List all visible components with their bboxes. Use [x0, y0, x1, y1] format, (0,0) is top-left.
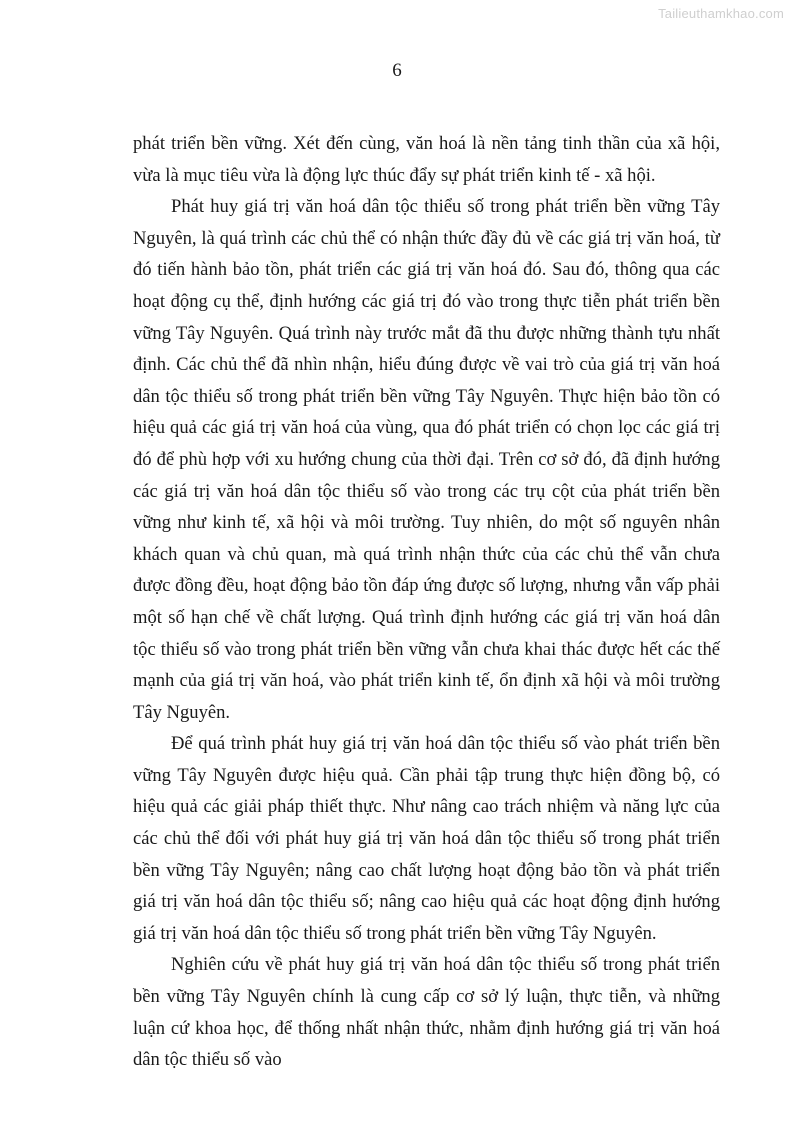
- page-number: 6: [392, 60, 402, 81]
- paragraph-3: Để quá trình phát huy giá trị văn hoá dân tộc thiểu số vào phát triển bền vững Tây Nguyên được hiệu quả. Cần phải tập trung thực hiện đồng bộ, có hiệu quả các giải pháp thiết thực. Như nâng cao trách nhiệm và năng lực của các chủ thể đối với phát huy giá trị văn hoá dân tộc thiểu số trong phát triển bền vững Tây Nguyên; nâng cao chất lượng hoạt động bảo tồn và phát triển giá trị văn hoá dân tộc thiểu số; nâng cao hiệu quả các hoạt động định hướng giá trị văn hoá dân tộc thiểu số trong phát triển bền vững Tây Nguyên.: [133, 733, 720, 944]
- watermark-text: Tailieuthamkhao.com: [658, 6, 784, 21]
- paragraph-4: Nghiên cứu về phát huy giá trị văn hoá dân tộc thiểu số trong phát triển bền vững Tây Nguyên chính là cung cấp cơ sở lý luận, thực tiễn, và những luận cứ khoa học, để thống nhất nhận thức, nhằm định hướng giá trị văn hoá dân tộc thiểu số vào: [133, 954, 720, 1071]
- paragraph-2: Phát huy giá trị văn hoá dân tộc thiểu số trong phát triển bền vững Tây Nguyên, là quá trình các chủ thể có nhận thức đầy đủ về các giá trị văn hoá, từ đó tiến hành bảo tồn, phát triển các giá trị văn hoá đó. Sau đó, thông qua các hoạt động cụ thể, định hướng các giá trị đó vào trong thực tiễn phát triển bền vững Tây Nguyên. Quá trình này trước mắt đã thu được những thành tựu nhất định. Các chủ thể đã nhìn nhận, hiểu đúng được về vai trò của giá trị văn hoá dân tộc thiểu số trong phát triển bền vững Tây Nguyên. Thực hiện bảo tồn có hiệu quả các giá trị văn hoá của vùng, qua đó phát triển có chọn lọc các giá trị đó để phù hợp với xu hướng chung của thời đại. Trên cơ sở đó, đã định hướng các giá trị văn hoá dân tộc thiểu số vào trong các trụ cột của phát triển bền vững như kinh tế, xã hội và môi trường. Tuy nhiên, do một số nguyên nhân khách quan và chủ quan, mà quá trình nhận thức của các chủ thể vẫn chưa được đồng đều, hoạt động bảo tồn đáp ứng được số lượng, nhưng vẫn vấp phải một số hạn chế về chất lượng. Quá trình định hướng các giá trị văn hoá dân tộc thiểu số vào trong phát triển bền vững vẫn chưa khai thác được hết các thế mạnh của giá trị văn hoá, vào phát triển kinh tế, ổn định xã hội và môi trường Tây Nguyên.: [133, 196, 720, 723]
- paragraph-1: phát triển bền vững. Xét đến cùng, văn hoá là nền tảng tinh thần của xã hội, vừa là mục tiêu vừa là động lực thúc đẩy sự phát triển kinh tế - xã hội.: [133, 133, 720, 186]
- document-body: [133, 128, 720, 1076]
